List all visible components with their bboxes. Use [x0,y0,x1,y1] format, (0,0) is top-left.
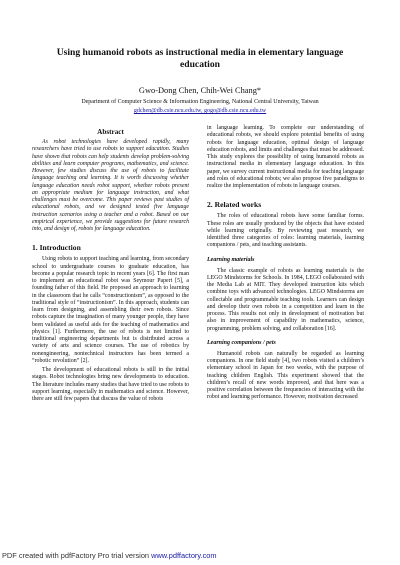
intro-heading: 1. Introduction [32,243,81,253]
pdf-footer [2,551,217,560]
intro-paragraph-2: The development of educational robots is still in the initial stages. Robot technologies bring new developments to education. The literature includes many studies that have tried to use robots to support learning, especially in mathematics and science. However, there are still few papers that discuss the value of robots [32,367,189,402]
intro-paragraph-1: Using robots to support teaching and learning, from secondary school to undergraduate courses to graduate education, has become a popular research topic in recent years [6]. The first man to implement an educational robot was Seymour Papert [5], a founding father of this field. He proposed an approach to learning in the classroom that he calls “constructionism”, as opposed to the traditional style of “instructionism”. In this approach, students can learn from designing, and assembling their own robots. Since robots capture the imagination of many younger people, they have been validated as useful aids for the teaching of mathematics and physics [1]. Furthermore, the use of robots is not limited to traditional engineering departments but is distributed across a variety of arts and science courses. The use of robotics by nonengineering, nontechnical instructors has been termed a “robotic revolution” [2]. [32,256,189,364]
footer-link[interactable]: www.pdffactory.com [151,551,217,560]
learning-materials-paragraph: The classic example of robots as learning materials is the LEGO Mindstorms for Schools. In 1984, LEGO collaborated with the Media Lab at MIT. They developed instruction kits which combine toys with advanced technologies. LEGO Mindstorms are collectable and programmable teaching tools. Learners can design and develop their own robots in a competition and learn in the process. This results not only in development of motivation but also in improvement of capability in mathematics, science, programming, problem solving, and collaboration [16]. [207,267,364,332]
related-works-paragraph: The roles of educational robots have some familiar forms. These roles are usually produced by the objects that have existed while learning originally. By reviewing past research, we identified three categories of roles: learning materials, learning companions / pets, and teaching assistants. [207,213,364,249]
intro-continuation: in language learning. To complete our understanding of educational robots, we should explore potential benefits of using robots for language education, optimal design of language education robots, and limits and challenges that must be addressed. This study explores the possibility of using humanoid robots as instructional media in elementary language education. In this paper, we survey current instructional media for teaching language and roles of educational robots; we also propose five paradigms to realize the implementation of robots in language courses. [207,125,364,189]
right-column [207,125,364,402]
learning-materials-heading: Learning materials [207,256,255,263]
paper-title: Using humanoid robots as instructional media in elementary language education [56,47,344,70]
learning-companions-paragraph: Humanoid robots can naturally be regarded as learning companions. In one field study [4], two robots visited a children’s elementary school in Japan for two weeks, with the purpose of teaching children English. This experiment showed that the children’s recall of new words improved, and that here was a positive correlation between the frequencies of interacting with the robot and learning performance. However, motivation decreased [207,350,364,401]
learning-companions-heading: Learning companions / pets [207,339,276,346]
paper-emails [20,107,380,115]
footer-text: PDF created with pdfFactory Pro trial version [2,551,152,560]
abstract-text: As robot technologies have developed rapidly, many researchers have tried to use robots to support education. Studies have shown that robots can help students develop problem-solving abilities and learn computer programs, mathematics, and science. However, few studies discuss the use of robots to facilitate language teaching and learning. It is worth discussing whether language education needs robot support, whether robots present an appropriate medium for language instruction, and what challenges must be overcome. This paper reviews past studies of educational robots, and we designed tested five language instruction scenarios using a teacher and a robot. Based on our empirical experience, we provide suggestions for future research into, and design of, robots for language education. [32,139,189,232]
related-works-heading: 2. Related works [207,200,262,210]
email-links[interactable]: gdchen@db.csie.ncu.edu.tw, gogo@db.csie.ncu.edu.tw [133,108,267,114]
abstract-heading: Abstract [97,128,124,136]
paper-authors: Gwo-Dong Chen, Chih-Wei Chang* [138,86,262,95]
left-column [32,125,189,403]
paper-affiliation: Department of Computer Science & Information Engineering, National Central University, Taiwan [81,99,319,105]
